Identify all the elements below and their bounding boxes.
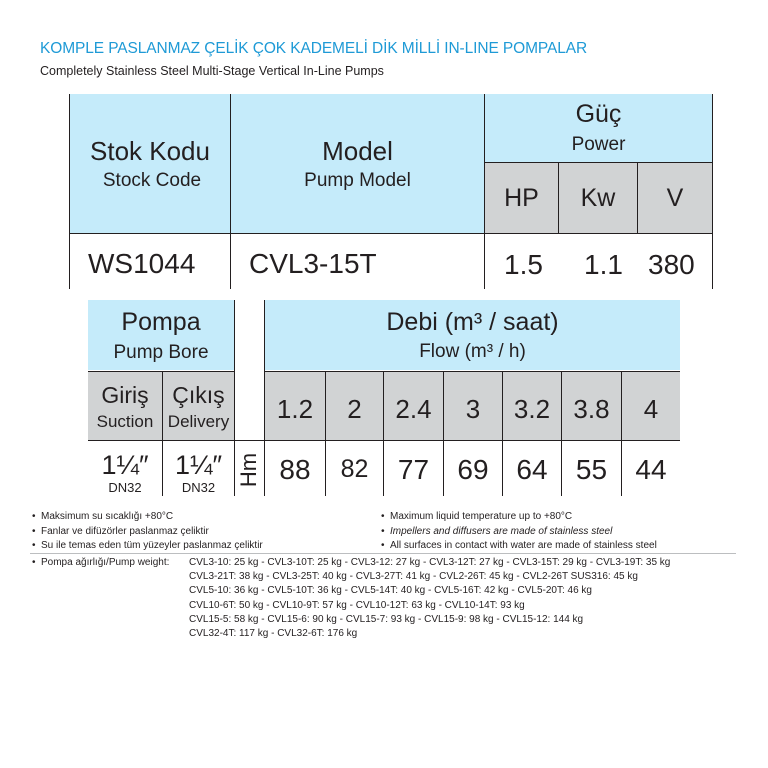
head-value: 88 (279, 454, 311, 485)
divider (88, 440, 680, 441)
hp-value: 1.5 (504, 249, 543, 280)
weights-line: CVL5-10: 36 kg - CVL5-10T: 36 kg - CVL5-14T: 40 kg - CVL5-16T: 42 kg - CVL5-20T: 46 kg (189, 585, 592, 597)
weights-label: • Pompa ağırlığı/Pump weight: (32, 556, 169, 571)
head-value: 55 (575, 454, 608, 485)
flow-value: 2 (347, 394, 362, 424)
model-label-en: Pump Model (304, 170, 411, 191)
flow-value: 2.4 (395, 394, 432, 424)
stock-code-value: WS1044 (88, 248, 196, 279)
flow-value: 3.2 (513, 394, 551, 424)
flow-value: 4 (643, 394, 659, 424)
suction-label: Giriş (101, 382, 149, 408)
crop-edge (0, 639, 768, 653)
model-value: CVL3-15T (249, 248, 377, 279)
weights-line: CVL32-4T: 117 kg - CVL32-6T: 176 kg (189, 628, 358, 640)
divider (712, 94, 713, 289)
note-item: • Impellers and diffusers are made of stainless steel (381, 525, 657, 540)
head-value: 82 (340, 455, 369, 483)
divider (264, 371, 680, 372)
delivery-label: Çıkış (172, 382, 225, 408)
weights-line: CVL3-10: 25 kg - CVL3-10T: 25 kg - CVL3-12: 27 kg - CVL3-12T: 27 kg - CVL3-15T: 29 kg - CVL3-19T: 35 kg (189, 557, 671, 568)
delivery-dn: DN32 (181, 480, 216, 495)
pump-bore-label-en: Pump Bore (113, 342, 209, 363)
v-value: 380 (648, 249, 695, 280)
flow-value: 1.2 (276, 394, 314, 424)
pump-bore-label: Pompa (121, 308, 201, 336)
kw-value: 1.1 (584, 249, 623, 280)
weights-list (189, 556, 670, 641)
weights-line: CVL3-21T: 38 kg - CVL3-25T: 40 kg - CVL3-27T: 41 kg - CVL2-26T: 45 kg - CVL2-26T SUS316: 45 kg (189, 571, 638, 583)
stock-code-label: Stok Kodu (90, 136, 210, 166)
delivery-label-en: Delivery (167, 412, 230, 431)
divider (69, 94, 70, 289)
weights-line: CVL15-5: 58 kg - CVL15-6: 90 kg - CVL15-7: 93 kg - CVL15-9: 98 kg - CVL15-12: 144 kg (189, 613, 584, 625)
note-item: • All surfaces in contact with water are made of stainless steel (381, 539, 657, 554)
weights-lead (32, 556, 169, 571)
flow-value: 3 (465, 394, 481, 424)
flow-value: 3.8 (573, 394, 610, 424)
kw-label: Kw (580, 184, 616, 212)
suction-dn: DN32 (108, 480, 142, 495)
v-label: V (666, 184, 684, 212)
stock-code-label-en: Stock Code (102, 170, 202, 191)
divider (69, 233, 713, 234)
suction-label-en: Suction (96, 412, 154, 431)
model-label: Model (322, 136, 393, 166)
note-item: • Fanlar ve difüzörler paslanmaz çeliktir (32, 525, 263, 540)
page-subtitle: Completely Stainless Steel Multi-Stage Vertical In-Line Pumps (40, 64, 384, 78)
flow-label-en: Flow (m³ / h) (419, 341, 526, 362)
head-value: 64 (516, 454, 548, 485)
page-title: KOMPLE PASLANMAZ ÇELİK ÇOK KADEMELİ DİK MİLLİ IN-LINE POMPALAR (40, 40, 588, 57)
power-label-en: Power (571, 134, 626, 155)
head-value: 44 (635, 454, 667, 485)
flow-label: Debi (m³ / saat) (386, 308, 559, 336)
delivery-size: 1¼″ (174, 450, 223, 480)
divider (30, 553, 736, 554)
divider (484, 162, 713, 163)
hm-label: Hm (236, 452, 261, 488)
power-label: Güç (575, 100, 622, 128)
hp-label: HP (504, 184, 539, 212)
notes-en (381, 510, 657, 554)
note-item: • Maksimum su sıcaklığı +80°C (32, 510, 263, 525)
weights-line: CVL10-6T: 50 kg - CVL10-9T: 57 kg - CVL10-12T: 63 kg - CVL10-14T: 93 kg (189, 599, 525, 611)
suction-size: 1¼″ (101, 450, 149, 480)
head-value: 77 (397, 454, 430, 485)
divider (230, 94, 231, 289)
notes-tr (32, 510, 263, 554)
head-value: 69 (457, 454, 489, 485)
note-item: • Su ile temas eden tüm yüzeyler paslanmaz çeliktir (32, 539, 263, 554)
note-item: • Maximum liquid temperature up to +80°C (381, 510, 657, 525)
